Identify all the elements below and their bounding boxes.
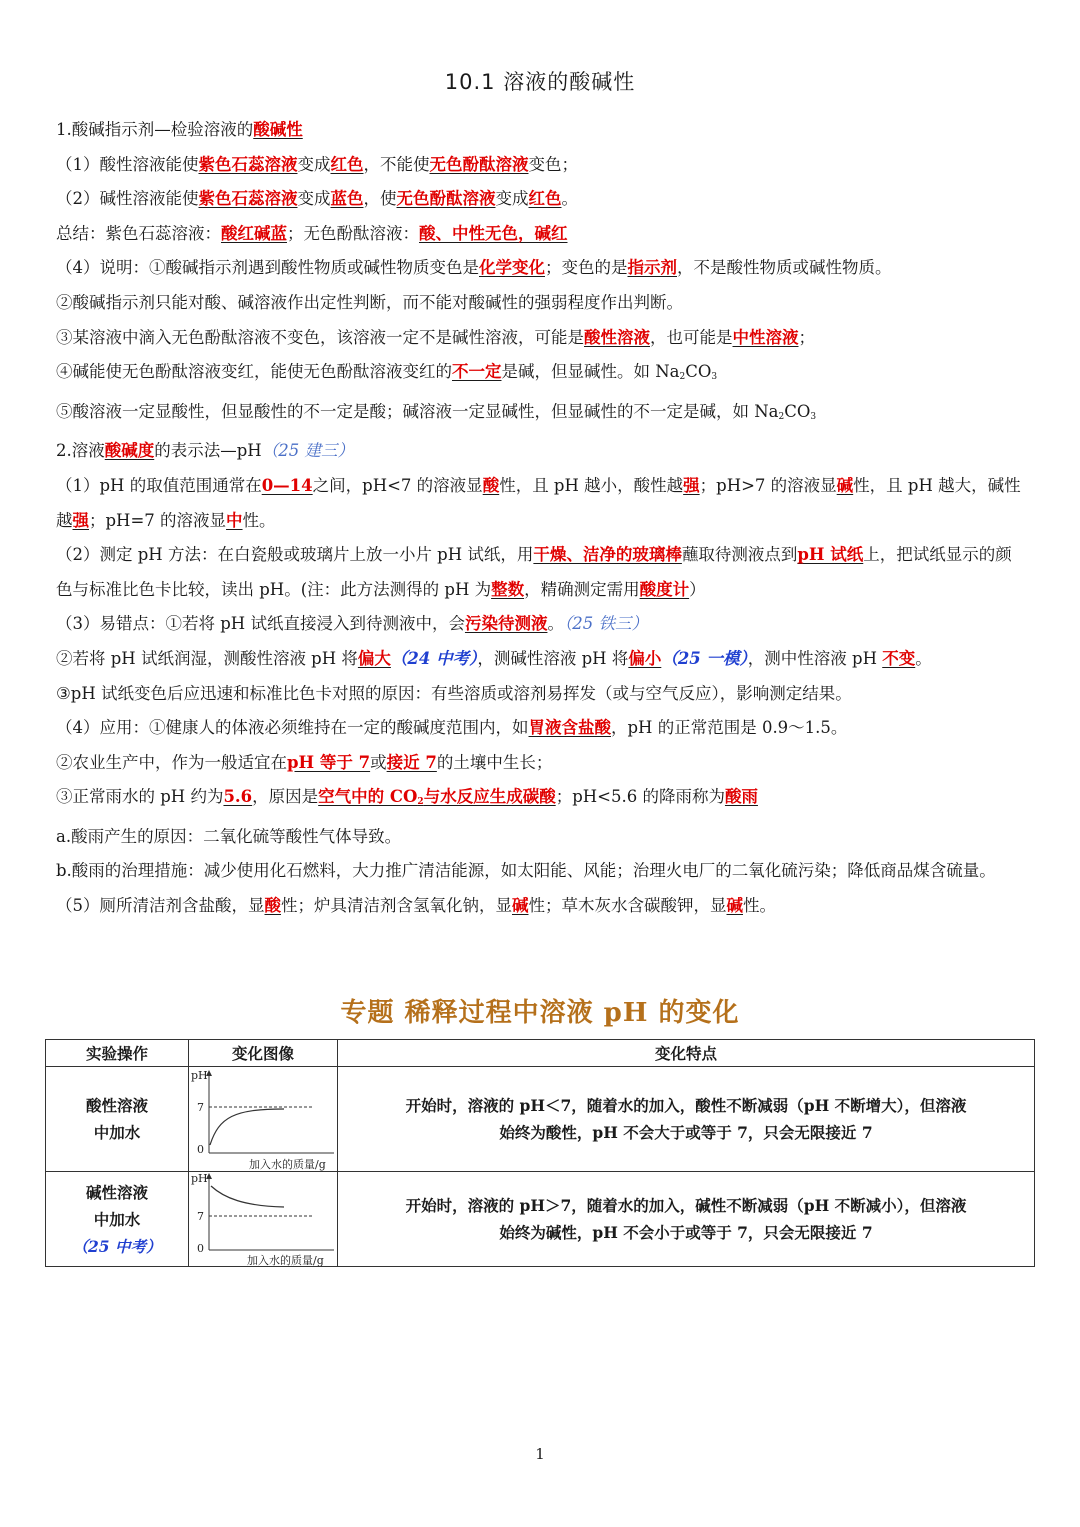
dilution-table (45, 1039, 1035, 1267)
text: ，不是酸性物质或碱性物质。 (677, 258, 892, 278)
s1-line5: ②酸碱指示剂只能对酸、碱溶液作出定性判断，而不能对酸碱性的强弱程度作出判断。 (56, 292, 683, 312)
operation-cell (46, 1067, 189, 1172)
subscript: 3 (810, 411, 817, 422)
key-term: 碱 (512, 896, 529, 916)
text: 。 (547, 614, 564, 634)
header-graph: 变化图像 (189, 1040, 338, 1067)
text: ，pH 的正常范围是 0.9～1.5。 (611, 718, 848, 738)
base-dilution-graph (189, 1172, 337, 1266)
table-row (46, 1172, 1035, 1267)
key-term: 无色酚酞溶液 (396, 189, 496, 209)
text: （1）pH 的取值范围通常在 (56, 475, 262, 495)
text: ；无色酚酞溶液： (287, 223, 419, 243)
text: （3）易错点：①若将 pH 试纸直接浸入到待测液中，会 (56, 614, 465, 634)
graph-cell (189, 1067, 338, 1172)
s1-line1 (56, 148, 1028, 183)
text: ，测中性溶液 pH (747, 648, 883, 668)
x-axis-label: 加入水的质量/g (249, 1158, 326, 1171)
key-term: 整数 (491, 579, 525, 599)
text: ） (689, 579, 706, 599)
exam-tag: （25 一模） (661, 648, 748, 668)
operation-text: 中加水 (93, 1209, 141, 1229)
subscript: 2 (778, 411, 785, 422)
key-term: 偏小 (628, 648, 662, 668)
s2-para1 (56, 469, 1028, 538)
feature-text: 开始时，溶液的 pH＞7，随着水的加入，碱性不断减弱（pH 不断减小），但溶液 (405, 1196, 967, 1215)
exam-tag: （24 中考） (390, 648, 478, 668)
operation-text: 酸性溶液 (85, 1096, 148, 1115)
text: ，精确测定需用 (524, 579, 640, 599)
page-title: 10.1 溶液的酸碱性 (444, 70, 636, 94)
key-term: 化学变化 (479, 258, 545, 278)
feature-text: 开始时，溶液的 pH＜7，随着水的加入，酸性不断减弱（pH 不断增大），但溶液 (405, 1096, 967, 1115)
text: 之间，pH<7 的溶液显 (312, 475, 483, 495)
tick-label-7: 7 (197, 1101, 204, 1114)
key-term: 蓝色 (330, 189, 364, 209)
text: 的土壤中生长； (436, 752, 553, 772)
section2-heading (56, 434, 1028, 469)
s2-para2 (56, 538, 1028, 607)
text: ，也可能是 (650, 327, 733, 347)
s1-line7 (56, 355, 1028, 395)
exam-tag: （25 中考） (72, 1236, 162, 1256)
operation-text: 碱性溶液 (85, 1182, 148, 1202)
text: 或 (370, 752, 387, 772)
key-term (318, 787, 556, 806)
key-term: 酸 (264, 896, 281, 916)
key-term: 紫色石蕊溶液 (198, 154, 298, 174)
text: 性；炉具清洁剂含氢氧化钠，显 (281, 896, 512, 916)
s2-para3 (56, 607, 1028, 642)
text: ⑤酸溶液一定显酸性，但显酸性的不一定是酸；碱溶液一定显碱性，但显碱性的不一定是碱，如 Na (56, 401, 779, 421)
text: 变成 (297, 189, 331, 209)
key-term: 不变 (882, 648, 916, 668)
s2-para10: b.酸雨的治理措施：减少使用化石燃料，大力推广清洁能源，如太阳能、风能；治理火电厂的二氧化硫污染；降低商品煤含硫量。 (56, 861, 996, 881)
feature-text: 始终为碱性，pH 不会小于或等于 7，只会无限接近 7 (499, 1223, 873, 1242)
feature-cell (338, 1067, 1035, 1172)
text: （4）应用：①健康人的体液必须维持在一定的酸碱度范围内，如 (56, 718, 529, 738)
key-term: 酸 (482, 475, 500, 495)
text: （5）厕所清洁剂含盐酸，显 (56, 896, 265, 916)
key-term: pH 等于 7 (287, 752, 371, 772)
key-term: 5.6 (223, 787, 253, 807)
key-term: 红色 (528, 189, 562, 209)
text: ③正常雨水的 pH 约为 (56, 787, 224, 807)
text: 总结：紫色石蕊溶液： (56, 223, 221, 243)
key-term: 中 (226, 510, 243, 530)
key-term: 接近 7 (386, 752, 437, 772)
text: （1）酸性溶液能使 (56, 154, 199, 174)
s2-para5: ③pH 试纸变色后应迅速和标准比色卡对照的原因：有些溶质或溶剂易挥发（或与空气反应），影响测定结果。 (56, 683, 852, 703)
key-term: 胃液含盐酸 (528, 718, 611, 738)
key-term: 酸雨 (724, 787, 758, 807)
text: 变成 (297, 154, 331, 174)
exam-tag: （25 建三） (261, 441, 354, 461)
s1-line2 (56, 182, 1028, 217)
text: 2.溶液 (56, 441, 105, 461)
s1-line4 (56, 251, 1028, 286)
key-term: 不一定 (452, 362, 502, 382)
key-term: 碱 (726, 896, 743, 916)
text: （2）测定 pH 方法：在白瓷般或玻璃片上放一小片 pH 试纸，用 (56, 545, 534, 565)
tick-label-7: 7 (197, 1210, 204, 1223)
text: ②农业生产中，作为一般适宜在 (56, 752, 287, 772)
key-term: 强 (72, 510, 89, 530)
operation-cell (46, 1172, 189, 1267)
s2-para9: a.酸雨产生的原因：二氧化硫等酸性气体导致。 (56, 826, 402, 846)
key-term: 碱 (836, 475, 854, 495)
key-term: pH 试纸 (797, 545, 864, 565)
key-term: 酸性溶液 (584, 327, 650, 347)
text: 性，且 pH 越小，酸性越 (499, 475, 684, 495)
subscript: 2 (417, 797, 424, 808)
feature-cell (338, 1172, 1035, 1267)
page-number: 1 (535, 1445, 545, 1463)
header-feature: 变化特点 (338, 1040, 1035, 1067)
section1-heading (56, 113, 1028, 148)
text: ；pH=7 的溶液显 (89, 510, 227, 530)
key-term: 无色酚酞溶液 (429, 154, 529, 174)
content-body (56, 113, 1028, 924)
s2-para8 (56, 780, 1028, 820)
text: ④碱能使无色酚酞溶液变红，能使无色酚酞溶液变红的 (56, 362, 452, 382)
key-term: 酸碱性 (253, 120, 303, 139)
key-term: 指示剂 (627, 258, 677, 278)
text: 1.酸碱指示剂—检验溶液的 (56, 120, 254, 139)
text: 性。 (242, 510, 276, 530)
text: ，原因是 (252, 787, 319, 807)
key-term: 干燥、洁净的玻璃棒 (533, 545, 682, 565)
key-term: 偏大 (357, 648, 391, 668)
text: （4）说明：①酸碱指示剂遇到酸性物质或碱性物质变色是 (56, 258, 479, 278)
text: ，不能使 (363, 154, 430, 174)
s2-para4 (56, 642, 1028, 677)
text: 是碱，但显碱性。如 Na (501, 362, 680, 382)
s1-summary (56, 217, 1028, 252)
key-term: 污染待测液 (464, 614, 548, 634)
text: （2）碱性溶液能使 (56, 189, 199, 209)
s1-line8 (56, 395, 1028, 435)
header-operation: 实验操作 (46, 1040, 189, 1067)
text: ，测碱性溶液 pH 将 (477, 648, 629, 668)
text: 性。 (743, 896, 776, 916)
text: ③某溶液中滴入无色酚酞溶液不变色，该溶液一定不是碱性溶液，可能是 (56, 327, 584, 347)
s2-para7 (56, 746, 1028, 781)
text: 与水反应生成碳酸 (423, 787, 556, 807)
table-row (46, 1067, 1035, 1172)
ph-curve (211, 1186, 284, 1207)
text: 性；草木灰水含碳酸钾，显 (528, 896, 727, 916)
text: CO (784, 401, 811, 421)
s2-para6 (56, 711, 1028, 746)
feature-text: 始终为酸性，pH 不会大于或等于 7，只会无限接近 7 (499, 1123, 873, 1142)
key-term: 酸度计 (639, 579, 690, 599)
tick-label-0: 0 (197, 1143, 204, 1156)
text: 。 (915, 648, 932, 668)
ph-curve (210, 1109, 284, 1145)
operation-text: 中加水 (93, 1123, 141, 1142)
text: CO (685, 362, 712, 382)
subscript: 3 (711, 372, 718, 383)
key-term: 红色 (330, 154, 364, 174)
table-header-row (46, 1040, 1035, 1067)
key-term: 0—14 (261, 475, 313, 495)
text: ；pH<5.6 的降雨称为 (555, 787, 725, 807)
y-axis-label: pH (191, 1069, 208, 1082)
y-axis-label: pH (191, 1172, 208, 1185)
text: ；变色的是 (545, 258, 628, 278)
text: ；pH>7 的溶液显 (699, 475, 837, 495)
key-term: 中性溶液 (732, 327, 799, 347)
subscript: 2 (679, 372, 686, 383)
key-term: 强 (683, 475, 700, 495)
text: ②若将 pH 试纸润湿，测酸性溶液 pH 将 (56, 648, 358, 668)
text: 性，且 pH 越大，碱性越 (56, 475, 1021, 530)
text: 的表示法—pH (154, 441, 262, 461)
text: 。 (561, 189, 578, 209)
key-term: 酸碱度 (104, 441, 155, 461)
acid-dilution-graph (189, 1067, 337, 1171)
text: 上，把试纸显示的颜色与标准比色卡比较，读出 pH。(注：此方法测得的 pH 为 (56, 545, 1012, 599)
key-term: 酸红碱蓝 (221, 223, 287, 243)
x-axis-label: 加入水的质量/g (247, 1254, 324, 1266)
graph-cell (189, 1172, 338, 1267)
text: 空气中的 CO (318, 787, 418, 807)
exam-tag: （25 铁三） (563, 614, 648, 634)
s2-para11 (56, 889, 1028, 924)
text: 蘸取待测液点到 (681, 545, 798, 565)
topic-title: 专题 稀释过程中溶液 pH 的变化 (340, 998, 740, 1028)
text: 变成 (495, 189, 529, 209)
key-term: 酸、中性无色，碱红 (419, 223, 568, 243)
key-term: 紫色石蕊溶液 (198, 189, 298, 209)
tick-label-0: 0 (197, 1242, 204, 1255)
text: ，使 (363, 189, 397, 209)
text: ； (798, 327, 815, 347)
text: 变色； (528, 154, 578, 174)
s1-line6 (56, 321, 1028, 356)
